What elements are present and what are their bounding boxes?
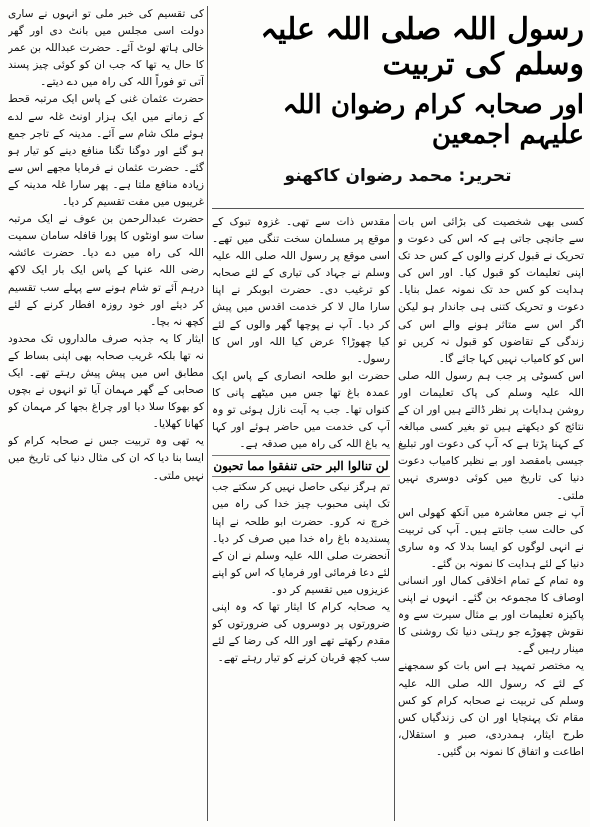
paragraph: تم ہرگز نیکی حاصل نہیں کر سکتے جب تک اپنی محبوب چیز خدا کی راہ میں خرچ نہ کرو۔ حضرت ابو طلحہ نے اپنا پسندیدہ باغ راہ خدا میں صرف کر دیا۔ آنحضرت صلی اللہ علیہ وسلم نے ان کے لئے دعا فرمائی اور فرمایا کہ اس کو اپنے عزیزوں میں تقسیم کر دو۔ [212, 481, 390, 596]
paragraph: یہ صحابہ کرام کا ایثار تھا کہ وہ اپنی ضرورتوں پر دوسروں کی ضرورتوں کو مقدم رکھتے تھے اور اللہ کی رضا کے لئے سب کچھ قربان کرنے کو تیار رہتے تھے۔ [212, 600, 390, 665]
column-divider [207, 6, 208, 821]
paragraph: یہ تھی وہ تربیت جس نے صحابہ کرام کو ایسا بنا دیا کہ ان کی مثال دنیا کی تاریخ میں نہیں ملتی۔ [8, 435, 204, 482]
headline-secondary: اور صحابہ کرام رضوان اللہ علیہم اجمعین [282, 90, 584, 150]
headline-primary: رسول اللہ صلی اللہ علیہ وسلم کی تربیت [260, 12, 584, 82]
article-column-middle [212, 214, 390, 821]
article-column-left [8, 6, 204, 821]
paragraph: مقدس ذات سے تھی۔ غزوہ تبوک کے موقع پر مسلمان سخت تنگی میں تھے۔ اسی موقع پر رسول اللہ صلی اللہ علیہ وسلم نے جہاد کی تیاری کے لئے صحابہ کو ترغیب دی۔ حضرت ابوبکر نے اپنا سارا مال لا کر خدمت اقدس میں پیش کر دیا۔ آپ نے پوچھا گھر والوں کے لئے کیا چھوڑا؟ عرض کیا اللہ اور اس کا رسول۔ [212, 216, 390, 365]
paragraph: آپ نے جس معاشرہ میں آنکھ کھولی اس کی حالت سب جانتے ہیں۔ آپ کی تربیت نے انہی لوگوں کو ایسا بدلا کہ وہ ساری دنیا کے لئے ہدایت کا نمونہ بن گئے۔ [398, 506, 584, 570]
paragraph: ایثار کا یہ جذبہ صرف مالداروں تک محدود نہ تھا بلکہ غریب صحابہ بھی اپنی بساط کے مطابق اس میں پیش پیش رہتے تھے۔ ایک صحابی کے گھر مہمان آیا تو انہوں نے بچوں کو بھوکا سلا دیا اور چراغ بجھا کر مہمان کو کھانا کھلایا۔ [8, 332, 204, 431]
header-divider [212, 208, 584, 209]
paragraph: حضرت عبدالرحمن بن عوف نے ایک مرتبہ سات سو اونٹوں کا پورا قافلہ سامان سمیت اللہ کی راہ میں دے دیا۔ حضرت عائشہ رضی اللہ عنہا کے پاس ایک بار ایک لاکھ درہم آئے تو شام ہونے سے پہلے سب تقسیم کر دیئے اور خود روزہ افطار کرنے کے لئے کچھ نہ بچا۔ [8, 213, 204, 328]
article-column-right [398, 214, 584, 821]
column-divider [394, 214, 395, 821]
paragraph: حضرت ابو طلحہ انصاری کے پاس ایک عمدہ باغ تھا جس میں میٹھے پانی کا کنواں تھا۔ جب یہ آیت نازل ہوئی تو وہ آپ کی خدمت میں حاضر ہوئے اور کہا یہ باغ اللہ کی راہ میں صدقہ ہے۔ [212, 369, 390, 451]
paragraph: کسی بھی شخصیت کی بڑائی اس بات سے جانچی جاتی ہے کہ اس کی دعوت و تحریک نے قبول کرنے والوں کے کس حد تک اپنی تعلیمات کو قبول کیا۔ اور اس کی ہدایت کو کس حد تک نمونہ عمل بنایا۔ دعوت و تحریک کتنی ہی جاندار ہو لیکن اگر اس سے متاثر ہونے والے اس کی زندگی کے تقاضوں کو قبول نہ کریں تو اس کو کامیاب نہیں کہا جائے گا۔ [398, 216, 584, 365]
paragraph: یہ مختصر تمہید ہے اس بات کو سمجھنے کے لئے کہ رسول اللہ صلی اللہ علیہ وسلم کی تربیت نے صحابہ کرام کو کس مقام تک پہنچایا اور ان کی زندگیاں کس طرح ایثار، ہمدردی، صبر و استقلال، اطاعت و اتفاق کا نمونہ بن گئیں۔ [398, 660, 584, 758]
paragraph: وہ تمام کے تمام اخلاقی کمال اور انسانی اوصاف کا مجموعہ بن گئے۔ انہوں نے اپنی پاکیزہ تعلیمات اور بے مثال سیرت سے وہ نقوش چھوڑے جو رہتی دنیا تک روشنی کا مینار رہیں گے۔ [398, 574, 584, 656]
article-header [212, 6, 584, 206]
paragraph: اس کسوٹی پر جب ہم رسول اللہ صلی اللہ علیہ وسلم کی پاک تعلیمات اور روشن ہدایات پر نظر ڈالتے ہیں اور ان کے نتائج کو دیکھتے ہیں تو بغیر کسی مبالغہ کے کہنا پڑتا ہے کہ آپ کی دعوت اور تبلیغ جیسی بامقصد اور بے نظیر کامیاب دعوت دنیا کی تاریخ میں کوئی دوسری نہیں ملتی۔ [398, 369, 584, 502]
paragraph: حضرت عثمان غنی کے پاس ایک مرتبہ قحط کے زمانے میں ایک ہزار اونٹ غلہ سے لدے ہوئے ملک شام سے آئے۔ مدینہ کے تاجر جمع ہو گئے اور دوگنا تگنا منافع دینے کو تیار ہو گئے۔ حضرت عثمان نے فرمایا مجھے اس سے زیادہ منافع ملتا ہے۔ پھر سارا غلہ مدینہ کے غریبوں میں مفت تقسیم کر دیا۔ [8, 93, 204, 209]
author-byline: تحریر: محمد رضوان کاکھنو [284, 166, 512, 186]
quranic-verse: لن تنالوا البر حتی تنفقوا مما تحبون [212, 455, 390, 477]
paragraph: کی تقسیم کی خبر ملی تو انہوں نے ساری دولت اسی مجلس میں بانٹ دی اور گھر خالی ہاتھ لوٹ آئے۔ حضرت عبداللہ بن عمر کا حال یہ تھا کہ جب ان کو کوئی چیز پسند آتی تو فوراً اللہ کی راہ میں دے دیتے۔ [8, 8, 204, 89]
